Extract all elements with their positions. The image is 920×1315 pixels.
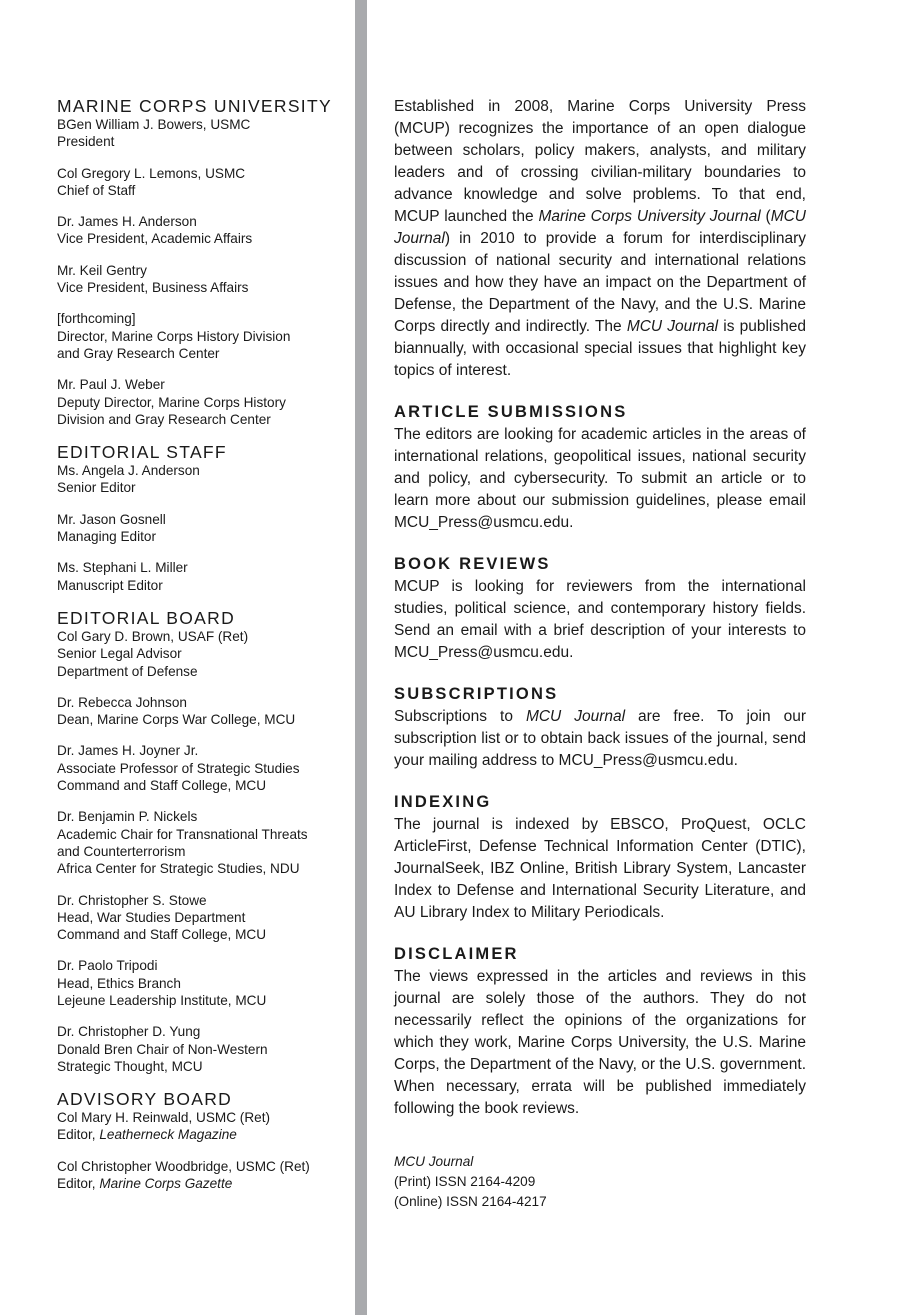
journal-title: Marine Corps University Journal — [538, 208, 761, 225]
entry-title: Strategic Thought, MCU — [57, 1058, 203, 1074]
issn-journal-title: MCU Journal — [394, 1154, 474, 1169]
entry-title: Academic Chair for Transnational Threats — [57, 826, 308, 842]
subscriptions-text: Subscriptions to — [394, 708, 526, 725]
masthead-entry — [57, 1158, 347, 1193]
masthead-entry — [57, 511, 347, 546]
book-reviews-heading: BOOK REVIEWS — [394, 555, 551, 573]
article-submissions-text: The editors are looking for academic articles in the areas of international relations, geopolitical issues, national security and policy, and cybersecurity. To submit an article or to learn more about our submission guidelines, please email MCU_Press@usmcu.edu. — [394, 426, 806, 531]
masthead-entry — [57, 165, 347, 200]
masthead-entry — [57, 628, 347, 680]
entry-title: Manuscript Editor — [57, 577, 163, 593]
masthead-entry — [57, 116, 347, 151]
entry-name: BGen William J. Bowers, USMC — [57, 117, 251, 132]
indexing-heading: INDEXING — [394, 793, 492, 811]
entry-name: Col Christopher Woodbridge, USMC (Ret) — [57, 1158, 310, 1174]
editorial-board-heading: EDITORIAL BOARD — [57, 607, 236, 628]
entry-title: Chief of Staff — [57, 182, 136, 198]
editorial-board-section — [57, 608, 347, 1075]
entry-name: Dr. Christopher S. Stowe — [57, 892, 207, 908]
masthead-column — [57, 96, 347, 1206]
entry-name: Col Mary H. Reinwald, USMC (Ret) — [57, 1110, 271, 1126]
masthead-entry — [57, 559, 347, 594]
entry-name: [forthcoming] — [57, 311, 136, 327]
entry-name: Dr. Benjamin P. Nickels — [57, 809, 198, 825]
entry-name: Dr. Christopher D. Yung — [57, 1024, 201, 1040]
entry-title: Director, Marine Corps History Division — [57, 328, 291, 344]
entry-title — [57, 1175, 347, 1192]
entry-role: Editor, — [57, 1176, 100, 1192]
entry-name: Dr. James H. Joyner Jr. — [57, 743, 199, 759]
entry-role: Editor, — [57, 1127, 100, 1143]
book-reviews-text: MCUP is looking for reviewers from the international studies, political science, and contemporary history fields. Send an email with a brief description of your interests to MCU_Press@usmcu.edu. — [394, 578, 806, 661]
article-submissions-heading: ARTICLE SUBMISSIONS — [394, 403, 628, 421]
entry-name: Col Gary D. Brown, USAF (Ret) — [57, 628, 249, 644]
mcu-heading: MARINE CORPS UNIVERSITY — [57, 96, 332, 116]
subscriptions-paragraph — [394, 706, 806, 772]
entry-name: Mr. Keil Gentry — [57, 262, 147, 278]
intro-paragraph — [394, 96, 806, 382]
journal-short-title: MCU Journal — [525, 708, 626, 725]
entry-title: Senior Legal Advisor — [57, 646, 182, 662]
entry-title: Dean, Marine Corps War College, MCU — [57, 712, 296, 728]
masthead-entry — [57, 957, 347, 1009]
editorial-staff-heading: EDITORIAL STAFF — [57, 442, 227, 463]
print-issn: (Print) ISSN 2164-4209 — [394, 1174, 536, 1189]
masthead-entry — [57, 462, 347, 497]
masthead-entry — [57, 262, 347, 297]
entry-name: Mr. Paul J. Weber — [57, 377, 165, 393]
journal-short-title: MCU Journal — [394, 208, 806, 247]
advisory-board-section — [57, 1089, 347, 1192]
entry-title: and Gray Research Center — [57, 345, 220, 361]
indexing-text: The journal is indexed by EBSCO, ProQuest, OCLC ArticleFirst, Defense Technical Information Center (DTIC), JournalSeek, IBZ Online, British Library System, Lancaster Index to Defense and International Security Literature, and AU Library Index to Military Periodicals. — [394, 816, 806, 921]
masthead-entry — [57, 742, 347, 794]
entry-title: Lejeune Leadership Institute, MCU — [57, 992, 267, 1008]
entry-title: Deputy Director, Marine Corps History — [57, 394, 286, 410]
disclaimer-text: The views expressed in the articles and reviews in this journal are solely those of the authors. They do not necessarily reflect the opinions of the organizations for which they work, Marine Corps University, the U.S. Marine Corps, the Department of the Navy, or the U.S. government. When necessary, errata will be published immediately following the book reviews. — [394, 968, 806, 1117]
disclaimer-heading: DISCLAIMER — [394, 945, 519, 963]
online-issn: (Online) ISSN 2164-4217 — [394, 1194, 547, 1209]
entry-title: Vice President, Business Affairs — [57, 280, 249, 296]
intro-text: is published biannually, with occasional special issues that highlight key topics of interest. — [394, 318, 806, 379]
entry-title: Senior Editor — [57, 480, 136, 496]
publication-name: Marine Corps Gazette — [99, 1176, 233, 1192]
entry-title: Command and Staff College, MCU — [57, 778, 267, 794]
publication-name: Leatherneck Magazine — [99, 1127, 237, 1143]
intro-text: Established in 2008, Marine Corps University Press (MCUP) recognizes the importance of an open dialogue between scholars, policy makers, analysts, and military leaders and of crossing civilian-military boundaries to advance knowledge and solve problems. To that end, MCUP launched the — [394, 98, 806, 225]
masthead-entry — [57, 310, 347, 362]
journal-info-column — [394, 96, 806, 1212]
entry-title: Head, War Studies Department — [57, 909, 246, 925]
entry-name: Dr. Paolo Tripodi — [57, 958, 158, 974]
entry-name: Dr. James H. Anderson — [57, 214, 197, 230]
entry-name: Ms. Angela J. Anderson — [57, 463, 200, 479]
entry-name: Mr. Jason Gosnell — [57, 511, 166, 527]
masthead-entry — [57, 808, 347, 877]
editorial-staff-section — [57, 442, 347, 594]
advisory-board-heading: ADVISORY BOARD — [57, 1089, 233, 1110]
entry-title: Division and Gray Research Center — [57, 411, 271, 427]
entry-title: Department of Defense — [57, 663, 198, 679]
entry-title: Managing Editor — [57, 529, 156, 545]
entry-title: Donald Bren Chair of Non-Western — [57, 1041, 268, 1057]
column-divider — [355, 0, 367, 1315]
entry-title: Vice President, Academic Affairs — [57, 231, 253, 247]
masthead-entry — [57, 1109, 347, 1144]
masthead-entry — [57, 1023, 347, 1075]
journal-short-title: MCU Journal — [626, 318, 719, 335]
entry-title: President — [57, 134, 115, 150]
entry-name: Col Gregory L. Lemons, USMC — [57, 165, 246, 181]
entry-name: Dr. Rebecca Johnson — [57, 694, 187, 710]
entry-title: and Counterterrorism — [57, 843, 186, 859]
intro-text: ) in 2010 to provide a forum for interdisciplinary discussion of national security and international relations issues and how they have an impact on the Department of Defense, the Department of the Navy, and the U.S. Marine Corps directly and indirectly. The — [394, 230, 806, 335]
masthead-entry — [57, 376, 347, 428]
entry-title: Africa Center for Strategic Studies, NDU — [57, 861, 300, 877]
subscriptions-text: are free. To join our subscription list or to obtain back issues of the journal, send your mailing address to MCU_Press@usmcu.edu. — [394, 708, 806, 769]
entry-title: Command and Staff College, MCU — [57, 927, 267, 943]
entry-name: Ms. Stephani L. Miller — [57, 560, 188, 576]
entry-title: Head, Ethics Branch — [57, 975, 181, 991]
masthead-entry — [57, 213, 347, 248]
mcu-section — [57, 96, 347, 428]
masthead-entry — [57, 694, 347, 729]
entry-title — [57, 1126, 347, 1143]
intro-text: ( — [760, 208, 771, 225]
masthead-entry — [57, 892, 347, 944]
subscriptions-heading: SUBSCRIPTIONS — [394, 685, 559, 703]
entry-title: Associate Professor of Strategic Studies — [57, 760, 300, 776]
issn-block — [394, 1152, 806, 1212]
